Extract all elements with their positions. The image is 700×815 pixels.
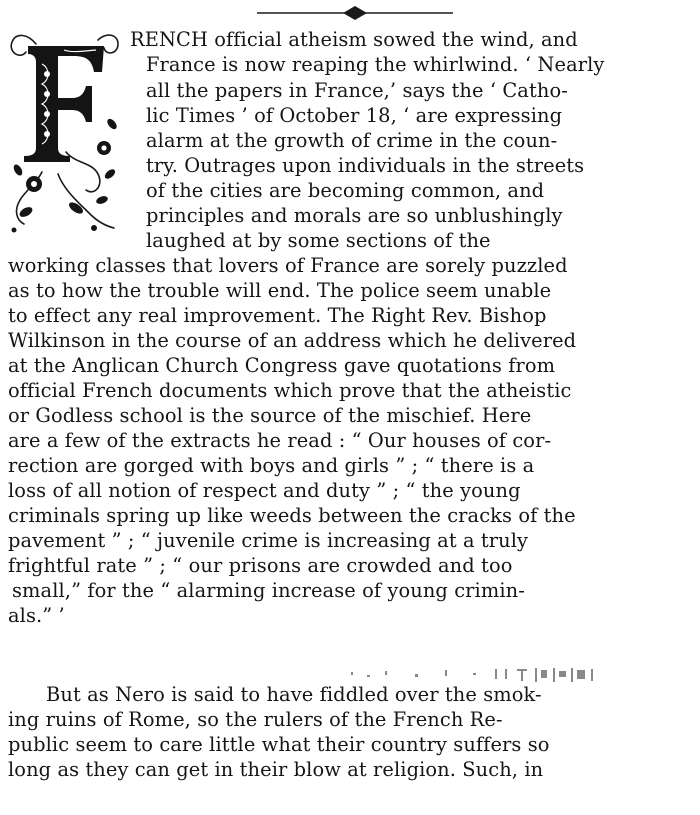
text-line: pavement ” ; “ juvenile crime is increasing at a truly: [8, 529, 529, 552]
text-line: principles and morals are so unblushingly: [146, 204, 563, 227]
text-line: criminals spring up like weeds between the cracks of the: [8, 504, 576, 527]
text-line: alarm at the growth of crime in the coun-: [146, 129, 558, 152]
text-line: France is now reaping the whirlwind. ‘ Nearly: [146, 53, 605, 76]
text-line: working classes that lovers of France are sorely puzzled: [8, 254, 568, 277]
text-line: all the papers in France,’ says the ‘ Catho-: [146, 79, 568, 102]
text-line: Wilkinson in the course of an address which he delivered: [8, 329, 577, 352]
text-line: as to how the trouble will end. The police seem unable: [8, 279, 552, 302]
text-line: RENCH official atheism sowed the wind, and: [130, 28, 578, 51]
text-line: long as they can get in their blow at religion. Such, in: [8, 758, 544, 781]
text-line: small,” for the “ alarming increase of young crimin-: [12, 579, 525, 602]
text-line: are a few of the extracts he read : “ Our houses of cor-: [8, 429, 552, 452]
text-line: But as Nero is said to have fiddled over the smok-: [46, 683, 542, 706]
text-line: or Godless school is the source of the mischief. Here: [8, 404, 532, 427]
text-line: of the cities are becoming common, and: [146, 179, 545, 202]
text-line: official French documents which prove that the atheistic: [8, 379, 572, 402]
ornamental-drop-cap-f: [6, 24, 124, 236]
text-line: to effect any real improvement. The Right Rev. Bishop: [8, 304, 547, 327]
text-line: laughed at by some sections of the: [146, 229, 491, 252]
text-line: rection are gorged with boys and girls ” ; “ there is a: [8, 454, 535, 477]
text-line: lic Times ’ of October 18, ‘ are expressing: [146, 104, 563, 127]
text-line: public seem to care little what their country suffers so: [8, 733, 550, 756]
text-line: frightful rate ” ; “ our prisons are crowded and too: [8, 554, 513, 577]
text-line: at the Anglican Church Congress gave quotations from: [8, 354, 556, 377]
text-line: try. Outrages upon individuals in the streets: [146, 154, 585, 177]
ornamental-rule: [255, 4, 455, 22]
text-line: ing ruins of Rome, so the rulers of the French Re-: [8, 708, 503, 731]
text-line: loss of all notion of respect and duty ” ; “ the young: [8, 479, 521, 502]
text-line: als.” ’: [8, 604, 65, 627]
